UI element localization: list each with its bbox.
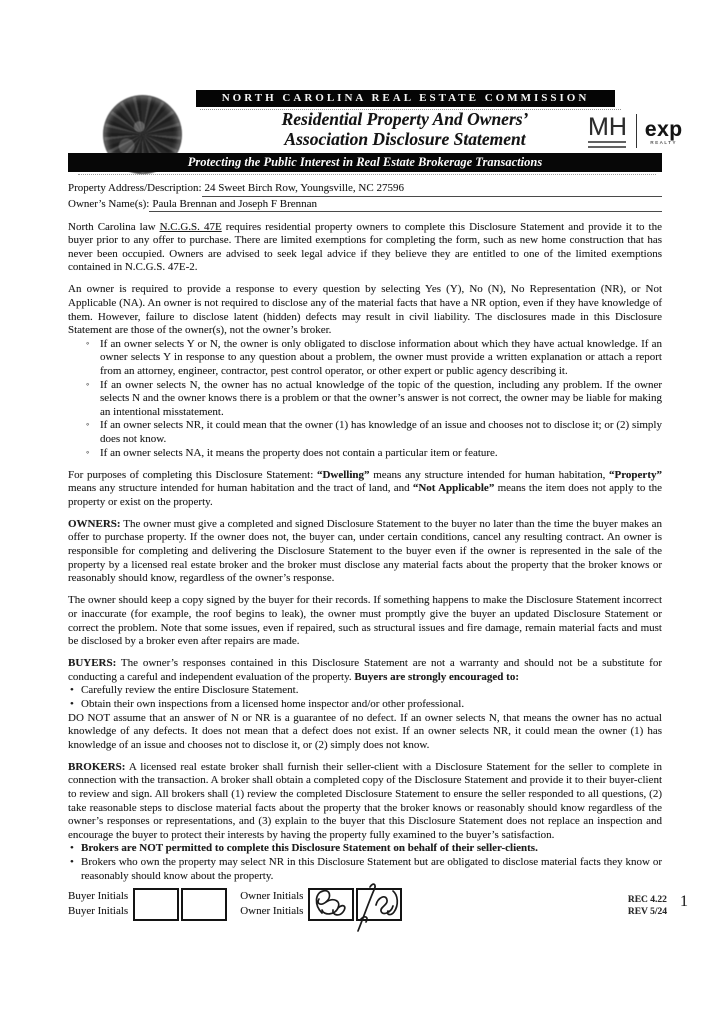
list-item <box>68 856 662 883</box>
exp-logo-subtext: REALTY <box>650 139 678 145</box>
definitions-mid1: means any structure intended for human habitation, <box>369 468 610 481</box>
dot-bullet-icon: • <box>70 856 74 869</box>
list-item <box>68 842 662 856</box>
circle-bullet-icon: ◦ <box>86 419 90 430</box>
document-body <box>68 182 662 883</box>
definitions-paragraph <box>68 469 662 510</box>
owner-names-row <box>68 198 662 213</box>
buyers-bullets <box>68 684 662 711</box>
commission-bar: NORTH CAROLINA REAL ESTATE COMMISSION <box>196 90 615 107</box>
rec-number: REC 4.22 <box>627 895 667 905</box>
dot-bullet-icon: • <box>70 684 74 697</box>
owners-heading: OWNERS: <box>68 517 121 530</box>
buyer-initials-label: Buyer Initials <box>68 905 129 917</box>
brokers-paragraph <box>68 761 662 843</box>
list-item <box>68 698 662 712</box>
buyer-initials-boxes <box>133 888 229 921</box>
intro-paragraph <box>68 221 662 275</box>
brokers-heading: BROKERS: <box>68 760 126 773</box>
rev-number: REV 5/24 <box>627 907 667 917</box>
list-item <box>68 447 662 461</box>
list-item <box>68 379 662 420</box>
brokers-text: A licensed real estate broker shall furnish their seller-client with a Disclosure Statement for the seller to complete in connection with the transaction. A broker shall obtain a completed copy of the Disclosure Statement and provide it to their buyer-client to review and sign. All brokers shall (1) review the completed Disclosure Statement to ensure the seller responded to all questions, (2) take reasonable steps to disclose material facts about the property that the broker knows or reasonably should know regardless of the owner’s responses or representations, and (3) explain to the buyer that this Disclosure Statement does not replace an inspection and encourage the buyer to protect their interests by having the property fully examined to the buyer’s satisfaction. <box>68 760 662 841</box>
bullet-text: Carefully review the entire Disclosure Statement. <box>81 684 299 697</box>
bullet-text: If an owner selects Y or N, the owner is only obligated to disclose information about which they have actual knowledge. If an owner selects Y in response to any question about a problem, the owner must provide a written explanation or attach a report from an attorney, engineer, contractor, pest control operator, or other expert or public agency describing it. <box>100 337 662 377</box>
buyer-initials-box <box>181 888 227 921</box>
tagline-bar: Protecting the Public Interest in Real Estate Brokerage Transactions <box>68 153 662 172</box>
circle-bullet-icon: ◦ <box>86 378 90 389</box>
owner-selection-bullets <box>68 338 662 460</box>
initials-footer <box>68 886 688 921</box>
bullet-text: If an owner selects NR, it could mean that the owner (1) has knowledge of an issue and chooses not to disclose it; or (2) simply does not know. <box>100 419 662 445</box>
form-revision-block <box>628 886 667 918</box>
owner-initials-boxes <box>308 888 404 921</box>
statute-reference: N.C.G.S. 47E <box>159 220 222 233</box>
circle-bullet-icon: ◦ <box>86 337 90 348</box>
do-not-assume-paragraph: DO NOT assume that an answer of N or NR is a guarantee of no defect. If an owner selects N, that means the owner has no actual knowledge of any defects. It does not mean that a defect does not exist. If an owner selects NR, it could mean the owner (1) has knowledge of an issue and chooses not to disclose it, or (2) simply does not know. <box>68 711 662 751</box>
response-options-paragraph: An owner is required to provide a response to every question by selecting Yes (Y), No (N), No Representation (NR), or Not Applicable (NA). An owner is not required to disclose any of the material facts that have a NR option, even if they have knowledge of them. However, failure to disclose latent (hidden) defects may result in civil liability. The disclosures made in this Disclosure Statement are those of the owner(s), not the owner’s broker. <box>68 283 662 337</box>
bullet-text: Brokers who own the property may select NR in this Disclosure Statement but are obligated to disclose material facts they know or reasonably should know about the property. <box>81 856 662 882</box>
title-line-1: Residential Property And Owners’ <box>281 109 529 129</box>
dwelling-term: “Dwelling” <box>316 468 370 481</box>
owner-initials-label: Owner Initials <box>240 890 304 902</box>
bullet-text: If an owner selects NA, it means the property does not contain a particular item or feature. <box>100 446 498 459</box>
list-item <box>68 419 662 446</box>
intro-text-post: requires residential property owners to complete this Disclosure Statement and provide it to the buyer prior to any offer to purchase. There are limited exemptions for completing the form, such as new home construction that has never been occupied. Owners are advised to seek legal advice if they believe they are entitled to one of the limited exemptions contained in N.C.G.S. 47E-2. <box>68 220 662 274</box>
title-line-2: Association Disclosure Statement <box>284 129 526 149</box>
owner-copy-paragraph: The owner should keep a copy signed by the buyer for their records. If something happens to make the Disclosure Statement incorrect or inaccurate (for example, the roof begins to leak), the owner must promptly give the buyer an updated Disclosure Statement or correct the problem. Note that some issues, even if repaired, such as structural issues and fire damage, remain material facts and must be disclosed by a broker even after repairs are made. <box>68 594 662 648</box>
bullet-text: Obtain their own inspections from a licensed home inspector and/or other professional. <box>81 698 465 710</box>
buyers-encouraged-text: Buyers are strongly encouraged to: <box>354 670 519 683</box>
owner-initials-box <box>308 888 354 921</box>
mh-logo-subtext <box>588 141 626 148</box>
intro-text-pre: North Carolina law <box>68 220 160 233</box>
owner-initials-labels <box>240 886 303 919</box>
brokerage-logo <box>588 114 683 148</box>
logo-divider <box>636 114 637 148</box>
not-applicable-term: “Not Applicable” <box>412 482 495 495</box>
owners-paragraph <box>68 518 662 586</box>
buyers-text: The owner’s responses contained in this Disclosure Statement are not a warranty and should not be a substitute for conducting a careful and independent evaluation of the property. <box>68 657 662 683</box>
page-number: 1 <box>680 893 688 910</box>
owner-names-label: Owner’s Name(s): <box>68 197 150 210</box>
property-address-field: 24 Sweet Birch Row, Youngsville, NC 27596 <box>202 182 662 197</box>
owner-initials-box <box>356 888 402 921</box>
buyer-initials-box <box>133 888 179 921</box>
mh-logo-text: MH <box>588 112 627 141</box>
brokers-not-permitted-text: Brokers are NOT permitted to complete this Disclosure Statement on behalf of their seller-clients. <box>81 842 538 855</box>
buyers-paragraph <box>68 657 662 684</box>
list-item <box>68 338 662 379</box>
dot-bullet-icon: • <box>70 698 74 710</box>
definitions-post: means the item does not apply to the property or exist on the property. <box>68 482 663 508</box>
property-term: “Property” <box>609 468 662 481</box>
buyers-heading: BUYERS: <box>68 657 117 670</box>
property-address-row <box>68 182 662 197</box>
bullet-text: If an owner selects N, the owner has no actual knowledge of the topic of the question, including any problem. If the owner selects N and the owner knows there is a problem or that the owner’s answer is not correct, the owner may be liable for making an intentional misstatement. <box>100 378 662 418</box>
property-address-label: Property Address/Description: <box>68 182 202 194</box>
list-item <box>68 684 662 698</box>
exp-logo-text: exp <box>644 117 683 141</box>
mh-logo-icon <box>588 112 627 148</box>
buyer-initials-label: Buyer Initials <box>68 890 129 902</box>
exp-logo-icon <box>645 118 683 145</box>
circle-bullet-icon: ◦ <box>86 446 90 457</box>
definitions-pre: For purposes of completing this Disclosure Statement: <box>68 468 317 481</box>
owners-text: The owner must give a completed and signed Disclosure Statement to the buyer no later than the time the buyer makes an offer to purchase property. If the owner does not, the buyer can, under certain conditions, cancel any resulting contract. An owner is responsible for completing and delivering the Disclosure Statement to the buyer even if the owner is represented in the sale of the property by a licensed real estate broker and the broker must disclose any material facts about the property that the broker knows or reasonably should know, regardless of the owner’s response. <box>68 517 662 585</box>
owner-initials-label: Owner Initials <box>240 905 304 917</box>
page-title <box>180 109 630 149</box>
buyer-initials-labels <box>68 886 128 919</box>
definitions-mid2: means any structure intended for human habitation and the tract of land, and <box>68 482 413 495</box>
dot-bullet-icon: • <box>70 842 74 855</box>
owner-names-field: Paula Brennan and Joseph F Brennan <box>149 198 662 213</box>
brokers-bullets <box>68 842 662 883</box>
